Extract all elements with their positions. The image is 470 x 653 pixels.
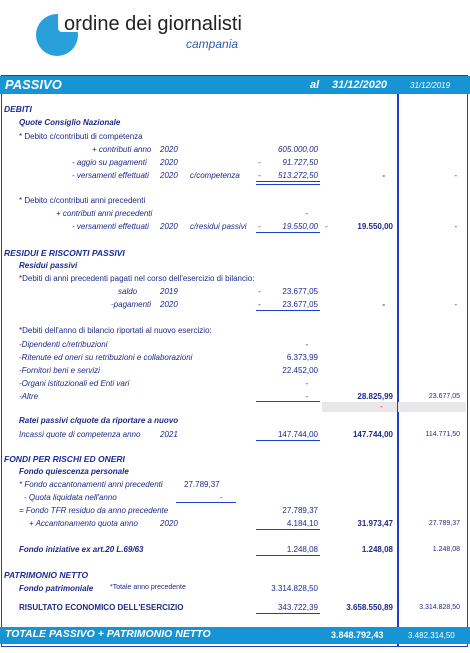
row-ritenute-label: -Ritenute ed oneri su retribuzioni e collaborazioni: [19, 353, 193, 362]
risultato-current: 3.658.550,89: [346, 603, 393, 612]
iniziative-label: Fondo iniziative ex art.20 L.69/63: [19, 545, 144, 554]
logo-subtitle: campania: [186, 37, 239, 51]
footer-band: [0, 627, 470, 644]
competenza-label: * Debito c/contributi di competenza: [19, 132, 143, 141]
row-dipendenti-value: -: [305, 340, 308, 349]
accq-label: + Accantonamento quota anno: [29, 519, 138, 528]
incassi-underline: [256, 440, 320, 441]
versamenti-value: 513.272,50: [277, 171, 318, 180]
row-ritenute-value: 6.373,99: [286, 353, 318, 362]
iniziative-prev: 1.248,08: [432, 546, 460, 553]
residui-note2: *Debiti dell'anno di bilancio riportati al nuovo esercizio:: [19, 326, 212, 335]
iniziative-underline: [256, 555, 320, 556]
prec-versamenti-prev: -: [454, 222, 457, 231]
acc-prec-value: 27.789,37: [184, 480, 220, 489]
prec-contributi-label: + contributi anni precedenti: [56, 209, 153, 218]
iniziative-value: 1.248,08: [286, 545, 318, 554]
aggio-label: - aggio su pagamenti: [72, 158, 147, 167]
risultato-label: RISULTATO ECONOMICO DELL'ESERCIZIO: [19, 603, 184, 612]
accq-current: 31.973,47: [357, 519, 393, 528]
footer-prev: 3.482.314,50: [408, 631, 455, 640]
section-debiti: DEBITI: [4, 104, 32, 114]
pagamenti-current: -: [382, 300, 385, 309]
prec-versamenti-sign: -: [258, 222, 261, 231]
fondo-quiescenza: Fondo quiescenza personale: [19, 467, 129, 476]
altre-prev: 23.677,05: [428, 393, 460, 400]
tfr-label: = Fondo TFR residuo da anno precedente: [19, 506, 169, 515]
saldo-label: saldo: [118, 287, 138, 296]
saldo-year: 2019: [160, 287, 178, 296]
prec-versamenti-ref: c/residui passivi: [190, 222, 247, 231]
incassi-year: 2021: [160, 430, 178, 439]
row-dipendenti-label: -Dipendenti c/retribuzioni: [19, 340, 108, 349]
ratei-title: Ratei passivi c/quote da riportare a nuovo: [19, 416, 179, 425]
header-title: PASSIVO: [5, 77, 62, 92]
versamenti-year: 2020: [160, 171, 178, 180]
prec-versamenti-value: 19.550,00: [282, 222, 318, 231]
fondo-patrimoniale-label: Fondo patrimoniale: [19, 584, 94, 593]
risultato-prev: 3.314.828,50: [419, 604, 460, 611]
precedenti-label: * Debito c/contributi anni precedenti: [19, 196, 146, 205]
versamenti-sign: -: [258, 171, 261, 180]
versamenti-ref: c/competenza: [190, 171, 240, 180]
prec-versamenti-label: - versamenti effettuati: [72, 222, 149, 231]
contributi-year: 2020: [160, 145, 178, 154]
aggio-value: 91.727,50: [282, 158, 318, 167]
footer-current: 3.848.792,43: [331, 630, 384, 640]
prec-versamenti-current: 19.550,00: [357, 222, 393, 231]
iniziative-current: 1.248,08: [361, 545, 393, 554]
residui-note1: *Debiti di anni precedenti pagati nel corso dell'esercizio di bilancio:: [19, 274, 255, 283]
pagamenti-year: 2020: [160, 300, 178, 309]
aggio-year: 2020: [160, 158, 178, 167]
risultato-value: 343.722,39: [277, 603, 318, 612]
altre-underline: [256, 401, 320, 402]
fondo-patrimoniale-value: 3.314.828,50: [271, 584, 318, 593]
header-date: 31/12/2020: [332, 79, 388, 91]
accq-year: 2020: [160, 519, 178, 528]
incassi-label: Incassi quote di competenza anno: [19, 430, 141, 439]
header-al: al: [310, 79, 320, 91]
versamenti-underline: [256, 181, 320, 185]
logo-title: ordine dei giornalisti: [64, 13, 242, 35]
section-fondi: FONDI PER RISCHI ED ONERI: [4, 454, 125, 464]
incassi-value: 147.744,00: [277, 430, 318, 439]
accq-value: 4.184,10: [286, 519, 318, 528]
pagamenti-sign: -: [258, 300, 261, 309]
row-altre-label: -Altre: [19, 392, 39, 401]
prec-versamenti-sign2: -: [325, 222, 328, 231]
section-patrimonio: PATRIMONIO NETTO: [4, 570, 89, 580]
row-organi-value: -: [305, 379, 308, 388]
footer-title: TOTALE PASSIVO + PATRIMONIO NETTO: [5, 628, 211, 640]
contributi-value: 605.000,00: [277, 145, 318, 154]
prev-year-frame: [397, 75, 468, 647]
liquidata-label: - Quota liquidata nell'anno: [24, 493, 117, 502]
acc-prec-label: * Fondo accantonamenti anni precedenti: [19, 480, 163, 489]
liquidata-underline: [176, 502, 236, 503]
saldo-value: 23.677,05: [282, 287, 318, 296]
header-band: [0, 76, 470, 94]
incassi-prev: 114.771,50: [425, 431, 460, 438]
risultato-underline: [256, 613, 320, 614]
row-organi-label: -Organi istituzionali ed Enti vari: [19, 379, 130, 388]
pagamenti-label: -pagamenti: [111, 300, 152, 309]
versamenti-prev: -: [454, 171, 457, 180]
residui-passivi-title: Residui passivi: [19, 261, 78, 270]
row-fornitori-label: -Fornitori beni e servizi: [19, 366, 100, 375]
tfr-value: 27.789,37: [282, 506, 318, 515]
contributi-label: + contributi anno: [92, 145, 152, 154]
versamenti-current: -: [382, 171, 385, 180]
pagamenti-prev: -: [454, 300, 457, 309]
fondo-patrimoniale-note: *Totale anno precedente: [110, 584, 186, 591]
prec-versamenti-year: 2020: [160, 222, 178, 231]
aggio-sign: -: [258, 158, 261, 167]
row-altre-value: -: [305, 392, 308, 401]
saldo-sign: -: [258, 287, 261, 296]
section-residui: RESIDUI E RISCONTI PASSIVI: [4, 248, 125, 258]
prec-contributi-value: -: [305, 209, 308, 218]
accq-prev: 27.789,37: [428, 520, 460, 527]
shaded-mark: -: [380, 402, 383, 411]
header-prev-date: 31/12/2019: [410, 81, 451, 90]
prec-versamenti-underline: [256, 232, 320, 233]
altre-current: 28.825,99: [357, 392, 393, 401]
liquidata-value: -: [220, 493, 223, 502]
row-fornitori-value: 22.452,00: [282, 366, 318, 375]
shaded-cell: [322, 402, 397, 412]
versamenti-label: - versamenti effettuati: [72, 171, 149, 180]
accq-underline: [256, 529, 320, 530]
incassi-current: 147.744,00: [352, 430, 393, 439]
quote-consiglio: Quote Consiglio Nazionale: [19, 118, 121, 127]
pagamenti-value: 23.677,05: [282, 300, 318, 309]
shaded-cell-prev: [398, 402, 466, 412]
pagamenti-underline: [256, 310, 320, 311]
